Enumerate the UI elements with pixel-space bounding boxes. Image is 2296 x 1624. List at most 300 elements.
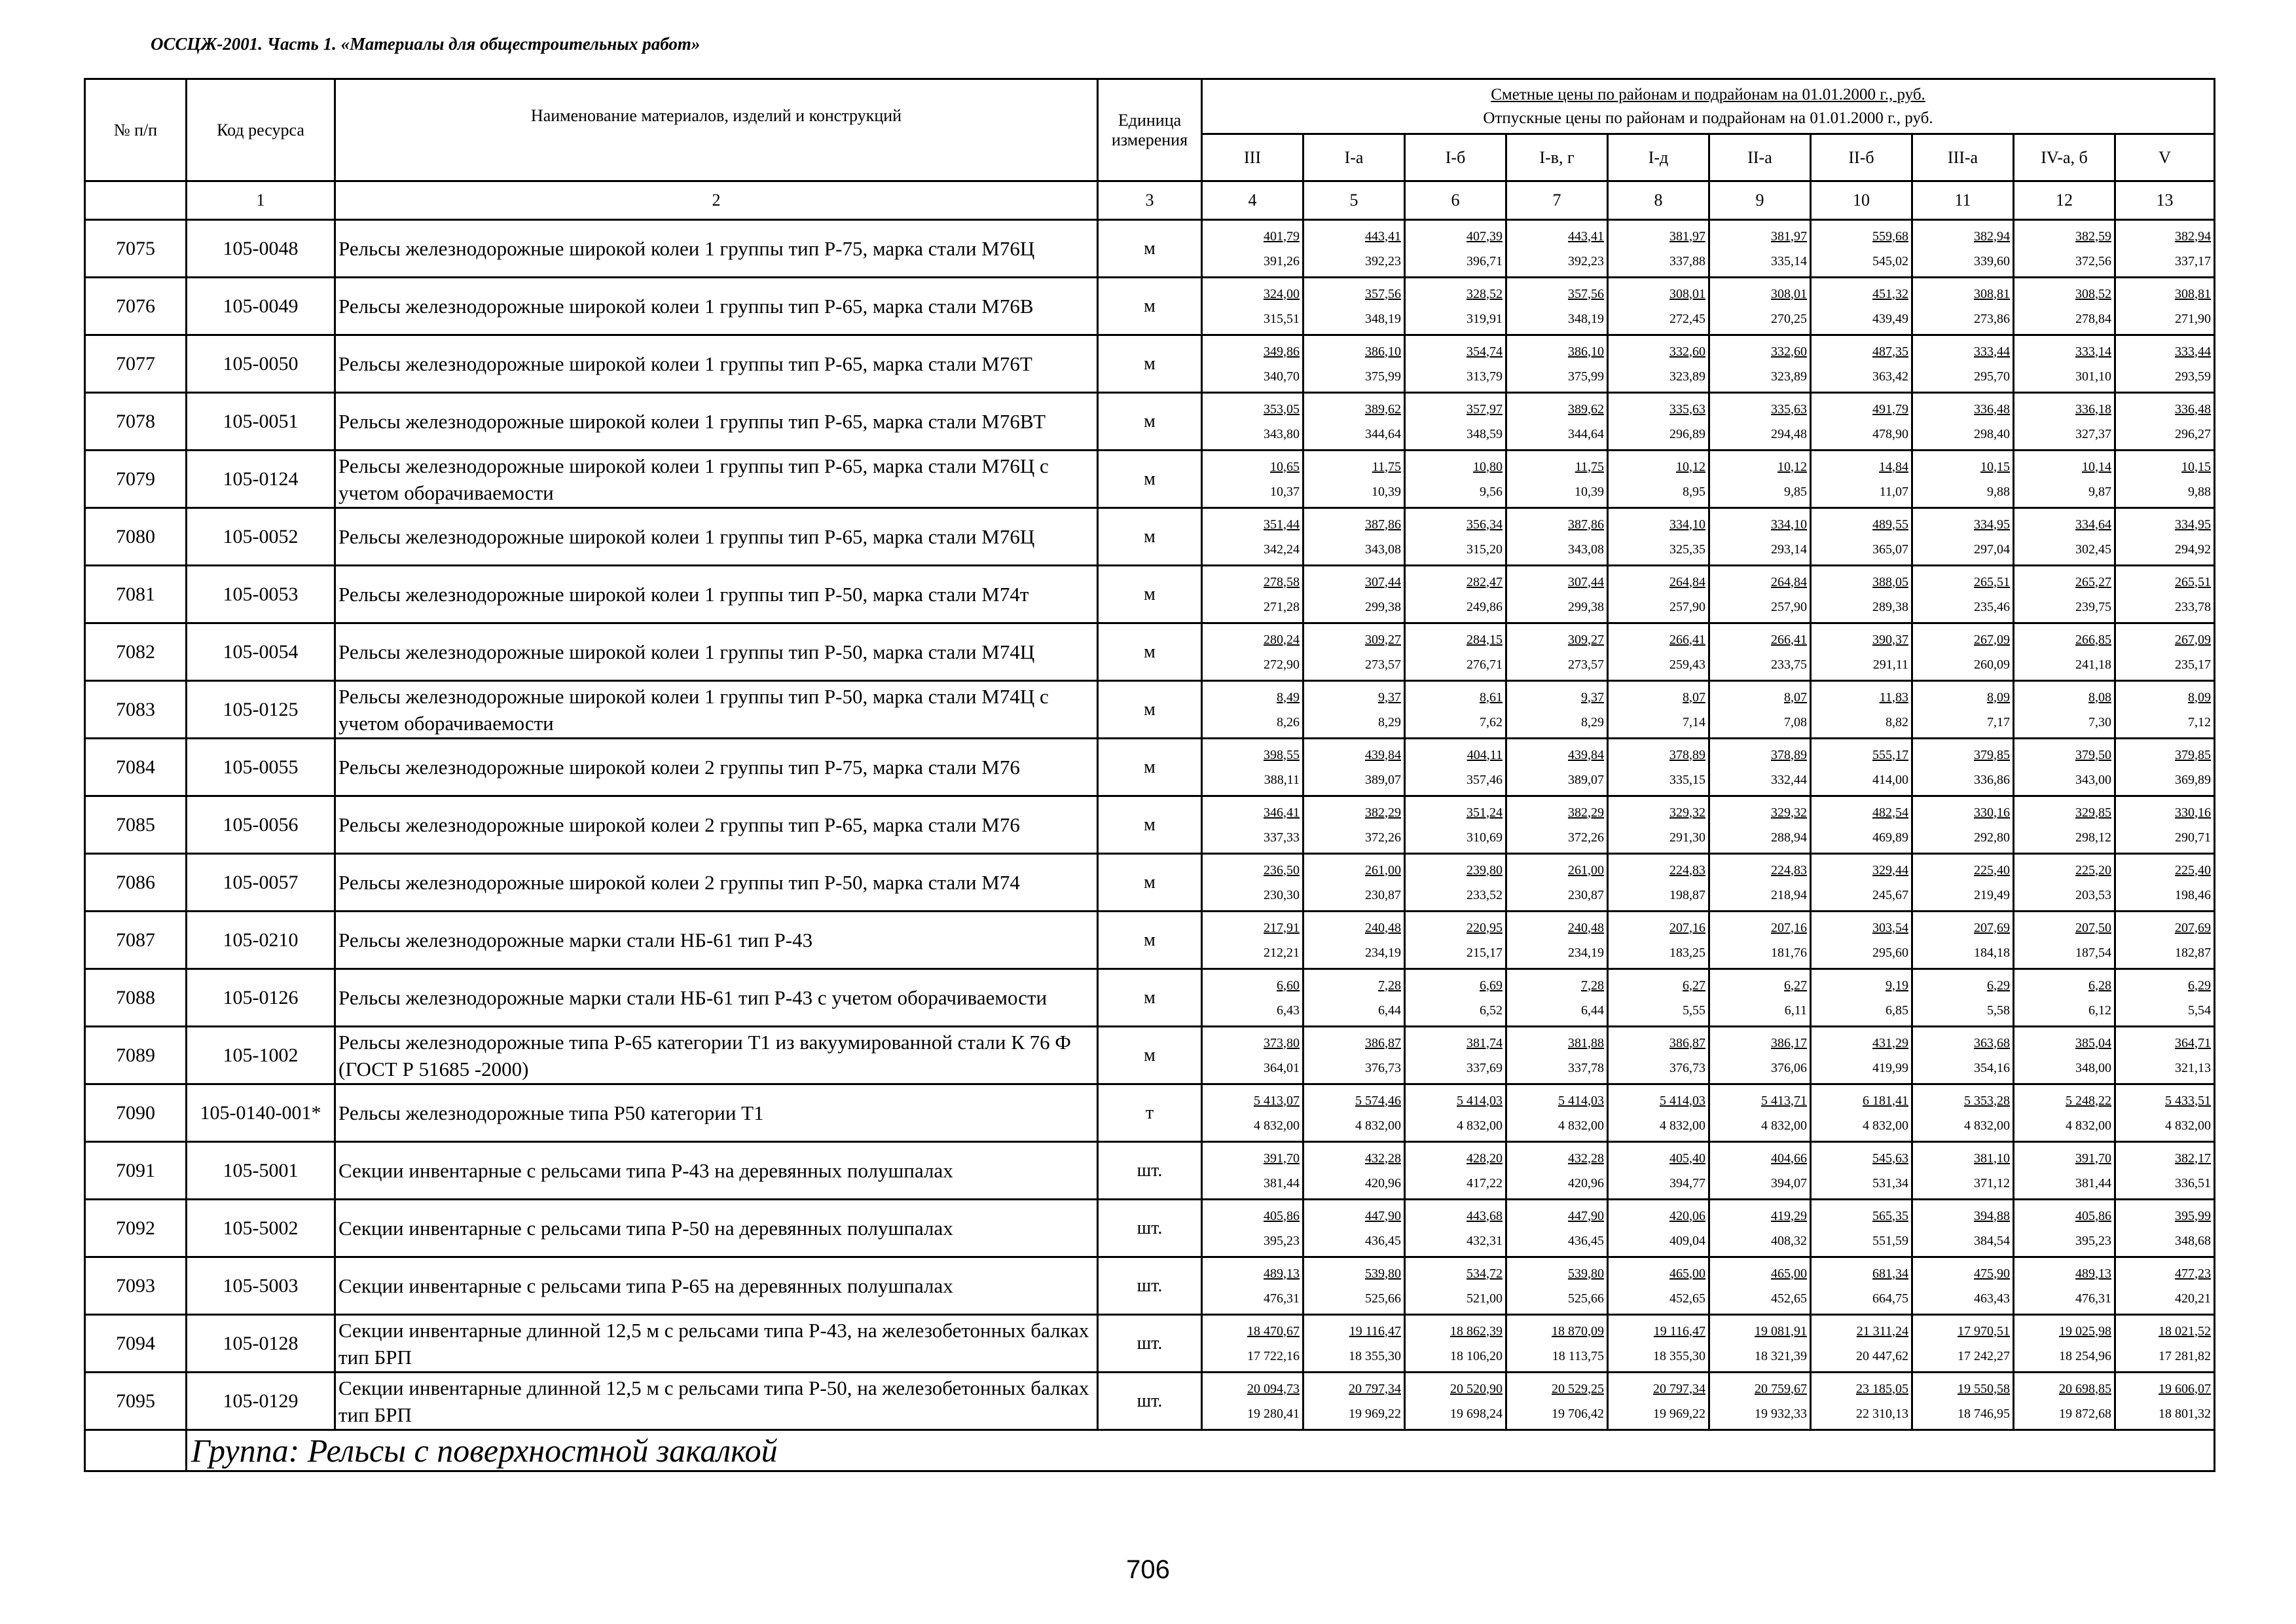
release-price: 392,23 <box>1568 253 1604 268</box>
unit: м <box>1098 969 1202 1027</box>
estimate-price: 351,24 <box>1467 805 1503 820</box>
estimate-price: 265,51 <box>2175 574 2212 589</box>
release-price: 203,53 <box>2075 887 2111 902</box>
price-cell <box>1405 1084 1506 1142</box>
unit: шт. <box>1098 1373 1202 1430</box>
estimate-price: 19 081,91 <box>1755 1323 1807 1338</box>
release-price: 4 832,00 <box>1761 1118 1807 1133</box>
col-number: 10 <box>1811 181 1912 220</box>
price-cell <box>2014 1027 2115 1084</box>
resource-code: 105-0055 <box>187 739 335 796</box>
price-cell <box>1405 1315 1506 1373</box>
price-cell <box>1202 278 1303 335</box>
price-cell <box>1811 623 1912 681</box>
price-cell <box>1608 393 1709 451</box>
release-price: 395,23 <box>1264 1233 1300 1248</box>
estimate-price: 394,88 <box>1974 1208 2010 1223</box>
estimate-price: 224,83 <box>1669 862 1705 877</box>
release-price: 463,43 <box>1974 1291 2010 1306</box>
release-price: 384,54 <box>1974 1233 2010 1248</box>
estimate-price: 405,40 <box>1669 1151 1705 1166</box>
release-price: 357,46 <box>1467 772 1503 787</box>
estimate-price: 266,41 <box>1771 632 1807 647</box>
release-price: 545,02 <box>1872 253 1908 268</box>
price-cell <box>1811 1027 1912 1084</box>
region-header: III <box>1202 134 1303 181</box>
estimate-price: 307,44 <box>1365 574 1401 589</box>
unit: т <box>1098 1084 1202 1142</box>
release-price: 4 832,00 <box>1660 1118 1705 1133</box>
price-cell <box>1303 681 1405 739</box>
estimate-price: 23 185,05 <box>1856 1381 1908 1396</box>
estimate-price: 8,49 <box>1277 690 1300 705</box>
estimate-price: 491,79 <box>1872 401 1908 416</box>
release-price: 7,30 <box>2088 714 2111 729</box>
estimate-price: 487,35 <box>1872 344 1908 359</box>
estimate-price: 18 862,39 <box>1450 1323 1503 1338</box>
unit: м <box>1098 623 1202 681</box>
release-price: 337,17 <box>2175 253 2212 268</box>
price-cell <box>1608 220 1709 278</box>
price-cell <box>1608 566 1709 623</box>
row-number: 7080 <box>85 508 187 566</box>
table-row <box>85 739 2215 796</box>
estimate-price: 681,34 <box>1872 1266 1908 1281</box>
estimate-price: 404,66 <box>1771 1151 1807 1166</box>
price-cell <box>2115 623 2215 681</box>
price-cell <box>1202 1257 1303 1315</box>
estimate-price: 10,80 <box>1473 459 1503 474</box>
estimate-price: 477,23 <box>2175 1266 2212 1281</box>
price-cell <box>1405 681 1506 739</box>
price-cell <box>1405 623 1506 681</box>
estimate-price: 386,10 <box>1365 344 1401 359</box>
estimate-price: 555,17 <box>1872 747 1908 762</box>
col-header-code: Код ресурса <box>187 79 335 181</box>
price-cell <box>1405 1200 1506 1257</box>
release-price: 531,34 <box>1872 1175 1908 1190</box>
release-price: 7,62 <box>1480 714 1503 729</box>
release-price: 321,13 <box>2175 1060 2212 1075</box>
release-price: 235,17 <box>2175 657 2212 672</box>
price-cell <box>1709 681 1811 739</box>
release-price: 388,11 <box>1264 772 1300 787</box>
row-number: 7092 <box>85 1200 187 1257</box>
resource-code: 105-0210 <box>187 912 335 969</box>
release-price: 17 281,82 <box>2159 1348 2212 1363</box>
price-cell <box>1303 451 1405 508</box>
estimate-price: 381,97 <box>1771 229 1807 244</box>
row-number: 7082 <box>85 623 187 681</box>
release-price: 4 832,00 <box>1457 1118 1503 1133</box>
estimate-price: 6,60 <box>1277 978 1300 993</box>
release-price: 476,31 <box>2075 1291 2111 1306</box>
release-price: 432,31 <box>1467 1233 1503 1248</box>
price-cell <box>1202 969 1303 1027</box>
price-cell <box>1303 1142 1405 1200</box>
price-cell <box>1608 278 1709 335</box>
table-row <box>85 1373 2215 1430</box>
release-price: 325,35 <box>1669 542 1705 557</box>
release-price: 6,44 <box>1581 1003 1604 1018</box>
estimate-price: 333,14 <box>2075 344 2111 359</box>
estimate-price: 390,37 <box>1872 632 1908 647</box>
price-cell <box>2014 1200 2115 1257</box>
price-cell <box>1608 739 1709 796</box>
col-header-prices <box>1202 79 2215 134</box>
estimate-price: 220,95 <box>1467 920 1503 935</box>
estimate-price: 10,12 <box>1676 459 1705 474</box>
release-price: 272,90 <box>1264 657 1300 672</box>
price-cell <box>1202 335 1303 393</box>
release-price: 257,90 <box>1771 599 1807 614</box>
estimate-price: 381,74 <box>1467 1035 1503 1050</box>
release-price: 11,07 <box>1879 484 1908 499</box>
release-price: 521,00 <box>1467 1291 1503 1306</box>
release-price: 381,44 <box>2075 1175 2111 1190</box>
release-price: 348,19 <box>1365 311 1401 326</box>
material-name: Рельсы железнодорожные широкой колеи 2 группы тип Р-50, марка стали М74 <box>335 854 1098 912</box>
col-header-unit: Единица измерения <box>1098 79 1202 181</box>
estimate-price: 489,55 <box>1872 517 1908 532</box>
estimate-price: 398,55 <box>1264 747 1300 762</box>
release-price: 230,87 <box>1568 887 1604 902</box>
release-price: 452,65 <box>1771 1291 1807 1306</box>
release-price: 182,87 <box>2175 945 2212 960</box>
estimate-price: 386,17 <box>1771 1035 1807 1050</box>
release-price: 187,54 <box>2075 945 2111 960</box>
release-price: 291,11 <box>1872 657 1908 672</box>
release-price: 315,51 <box>1264 311 1300 326</box>
estimate-price: 308,81 <box>2175 286 2212 301</box>
material-name: Рельсы железнодорожные широкой колеи 1 группы тип Р-65, марка стали М76ВТ <box>335 393 1098 451</box>
price-cell <box>1202 796 1303 854</box>
table-row <box>85 1142 2215 1200</box>
release-price: 230,87 <box>1365 887 1401 902</box>
price-cell <box>1303 623 1405 681</box>
release-price: 295,60 <box>1872 945 1908 960</box>
material-name: Рельсы железнодорожные широкой колеи 1 группы тип Р-65, марка стали М76В <box>335 278 1098 335</box>
release-price: 4 832,00 <box>1254 1118 1300 1133</box>
estimate-price: 5 414,03 <box>1558 1093 1604 1108</box>
price-cell <box>1709 739 1811 796</box>
material-name: Рельсы железнодорожные марки стали НБ-61 тип Р-43 <box>335 912 1098 969</box>
release-price: 342,24 <box>1264 542 1300 557</box>
release-price: 18 355,30 <box>1349 1348 1401 1363</box>
price-cell <box>1405 854 1506 912</box>
estimate-price: 207,16 <box>1771 920 1807 935</box>
estimate-price: 8,09 <box>2188 690 2212 705</box>
price-cell <box>1506 566 1608 623</box>
material-name: Секции инвентарные с рельсами типа Р-50 на деревянных полушпалах <box>335 1200 1098 1257</box>
price-cell <box>2115 912 2215 969</box>
price-cell <box>2115 1084 2215 1142</box>
estimate-price: 382,17 <box>2175 1151 2212 1166</box>
table-row <box>85 1084 2215 1142</box>
price-cell <box>1405 393 1506 451</box>
table-row <box>85 623 2215 681</box>
col-number: 6 <box>1405 181 1506 220</box>
price-cell <box>1405 566 1506 623</box>
release-price: 4 832,00 <box>2066 1118 2111 1133</box>
material-name: Рельсы железнодорожные широкой колеи 1 группы тип Р-50, марка стали М74т <box>335 566 1098 623</box>
release-price: 234,19 <box>1365 945 1401 960</box>
release-price: 414,00 <box>1872 772 1908 787</box>
release-price: 310,69 <box>1467 830 1503 845</box>
estimate-price: 382,29 <box>1568 805 1604 820</box>
table-row <box>85 451 2215 508</box>
document-header: ОССЦЖ-2001. Часть 1. «Материалы для общестроительных работ» <box>151 34 701 54</box>
release-price: 296,89 <box>1669 426 1705 441</box>
col-number: 9 <box>1709 181 1811 220</box>
release-price: 215,17 <box>1467 945 1503 960</box>
estimate-price: 465,00 <box>1771 1266 1807 1281</box>
release-price: 278,84 <box>2075 311 2111 326</box>
release-price: 337,33 <box>1264 830 1300 845</box>
price-cell <box>1202 1200 1303 1257</box>
table-row <box>85 1027 2215 1084</box>
group-empty-cell <box>85 1430 187 1471</box>
estimate-price: 9,19 <box>1886 978 1908 993</box>
estimate-price: 447,90 <box>1365 1208 1401 1223</box>
price-cell <box>1303 1027 1405 1084</box>
release-price: 336,51 <box>2175 1175 2212 1190</box>
price-cell <box>1811 1084 1912 1142</box>
estimate-price: 19 025,98 <box>2059 1323 2111 1338</box>
estimate-price: 207,16 <box>1669 920 1705 935</box>
price-cell <box>1303 278 1405 335</box>
price-cell <box>1303 1315 1405 1373</box>
region-header: I-а <box>1303 134 1405 181</box>
estimate-price: 364,71 <box>2175 1035 2212 1050</box>
estimate-price: 303,54 <box>1872 920 1908 935</box>
release-price: 22 310,13 <box>1856 1406 1908 1421</box>
release-price: 525,66 <box>1365 1291 1401 1306</box>
estimate-price: 307,44 <box>1568 574 1604 589</box>
release-price: 478,90 <box>1872 426 1908 441</box>
price-cell <box>1202 220 1303 278</box>
row-number: 7095 <box>85 1373 187 1430</box>
release-price: 4 832,00 <box>1558 1118 1604 1133</box>
price-cell <box>1709 1142 1811 1200</box>
price-cell <box>1506 220 1608 278</box>
release-price: 9,88 <box>2188 484 2212 499</box>
table-row <box>85 1257 2215 1315</box>
estimate-price: 357,97 <box>1467 401 1503 416</box>
release-price: 420,21 <box>2175 1291 2212 1306</box>
release-price: 273,57 <box>1365 657 1401 672</box>
release-price: 664,75 <box>1872 1291 1908 1306</box>
release-price: 257,90 <box>1669 599 1705 614</box>
price-cell <box>2115 1200 2215 1257</box>
unit: шт. <box>1098 1142 1202 1200</box>
release-price: 343,08 <box>1568 542 1604 557</box>
estimate-price: 10,14 <box>2082 459 2111 474</box>
price-cell <box>1303 739 1405 796</box>
unit: шт. <box>1098 1315 1202 1373</box>
release-price: 19 969,22 <box>1349 1406 1401 1421</box>
release-price: 299,38 <box>1568 599 1604 614</box>
material-name: Секции инвентарные с рельсами типа Р-65 на деревянных полушпалах <box>335 1257 1098 1315</box>
release-price: 372,26 <box>1568 830 1604 845</box>
unit: м <box>1098 796 1202 854</box>
release-price: 294,48 <box>1771 426 1807 441</box>
estimate-price: 5 353,28 <box>1964 1093 2010 1108</box>
price-cell <box>1202 566 1303 623</box>
estimate-price: 20 797,34 <box>1653 1381 1705 1396</box>
release-price: 396,71 <box>1467 253 1503 268</box>
price-cell <box>1912 566 2014 623</box>
release-price: 332,44 <box>1771 772 1807 787</box>
release-price: 9,56 <box>1480 484 1503 499</box>
col-number: 4 <box>1202 181 1303 220</box>
price-cell <box>1608 912 1709 969</box>
col-number: 3 <box>1098 181 1202 220</box>
estimate-price: 336,18 <box>2075 401 2111 416</box>
release-price: 348,00 <box>2075 1060 2111 1075</box>
release-price: 293,59 <box>2175 369 2212 384</box>
release-price: 336,86 <box>1974 772 2010 787</box>
estimate-price: 309,27 <box>1568 632 1604 647</box>
material-name: Рельсы железнодорожные широкой колеи 2 группы тип Р-75, марка стали М76 <box>335 739 1098 796</box>
price-cell <box>1912 220 2014 278</box>
resource-code: 105-0125 <box>187 681 335 739</box>
release-price: 4 832,00 <box>1355 1118 1401 1133</box>
release-price: 289,38 <box>1872 599 1908 614</box>
release-price: 6,52 <box>1480 1003 1503 1018</box>
estimate-price: 20 698,85 <box>2059 1381 2111 1396</box>
price-cell <box>1303 566 1405 623</box>
col-number: 13 <box>2115 181 2215 220</box>
price-cell <box>2115 1142 2215 1200</box>
release-price: 7,17 <box>1987 714 2010 729</box>
price-cell <box>1303 1257 1405 1315</box>
release-price: 7,08 <box>1784 714 1807 729</box>
estimate-price: 334,95 <box>1974 517 2010 532</box>
price-cell <box>1912 854 2014 912</box>
release-price: 291,30 <box>1669 830 1705 845</box>
release-price: 364,01 <box>1264 1060 1300 1075</box>
estimate-price: 382,29 <box>1365 805 1401 820</box>
price-cell <box>2115 969 2215 1027</box>
price-cell <box>1912 1200 2014 1257</box>
estimate-price: 386,87 <box>1365 1035 1401 1050</box>
price-cell <box>1303 854 1405 912</box>
estimate-price: 6 181,41 <box>1863 1093 1908 1108</box>
estimate-price: 224,83 <box>1771 862 1807 877</box>
price-cell <box>1405 969 1506 1027</box>
release-price: 420,96 <box>1365 1175 1401 1190</box>
estimate-price: 10,15 <box>1980 459 2010 474</box>
material-name: Рельсы железнодорожные широкой колеи 1 группы тип Р-65, марка стали М76Ц <box>335 508 1098 566</box>
price-cell <box>1709 220 1811 278</box>
material-name: Рельсы железнодорожные типа Р50 категории Т1 <box>335 1084 1098 1142</box>
row-number: 7076 <box>85 278 187 335</box>
release-price: 6,85 <box>1886 1003 1908 1018</box>
price-cell <box>1506 1084 1608 1142</box>
row-number: 7087 <box>85 912 187 969</box>
unit: м <box>1098 912 1202 969</box>
price-cell <box>2115 796 2215 854</box>
release-price: 452,65 <box>1669 1291 1705 1306</box>
price-cell <box>1608 969 1709 1027</box>
release-price: 319,91 <box>1467 311 1503 326</box>
region-header: I-в, г <box>1506 134 1608 181</box>
release-price: 372,26 <box>1365 830 1401 845</box>
release-price: 18 254,96 <box>2059 1348 2111 1363</box>
estimate-price: 443,41 <box>1568 229 1604 244</box>
estimate-price: 335,63 <box>1771 401 1807 416</box>
price-cell <box>2014 451 2115 508</box>
price-cell <box>2115 1373 2215 1430</box>
release-price: 259,43 <box>1669 657 1705 672</box>
release-price: 469,89 <box>1872 830 1908 845</box>
estimate-price: 11,83 <box>1879 690 1908 705</box>
estimate-price: 9,37 <box>1581 690 1604 705</box>
price-cell <box>1811 912 1912 969</box>
release-price: 241,18 <box>2075 657 2111 672</box>
estimate-price: 261,00 <box>1568 862 1604 877</box>
estimate-price: 18 470,67 <box>1247 1323 1300 1338</box>
release-price: 372,56 <box>2075 253 2111 268</box>
price-cell <box>1608 796 1709 854</box>
table-row <box>85 220 2215 278</box>
estimate-price: 379,85 <box>2175 747 2212 762</box>
price-cell <box>1912 1315 2014 1373</box>
price-cell <box>1709 451 1811 508</box>
price-cell <box>1506 969 1608 1027</box>
release-price: 219,49 <box>1974 887 2010 902</box>
release-price: 389,07 <box>1365 772 1401 787</box>
price-cell <box>1506 623 1608 681</box>
resource-code: 105-0049 <box>187 278 335 335</box>
release-price: 6,44 <box>1378 1003 1401 1018</box>
estimate-price: 5 413,71 <box>1761 1093 1807 1108</box>
price-cell <box>1202 912 1303 969</box>
region-header: V <box>2115 134 2215 181</box>
estimate-price: 5 413,07 <box>1254 1093 1300 1108</box>
table-row <box>85 1200 2215 1257</box>
price-cell <box>1303 969 1405 1027</box>
release-price: 408,32 <box>1771 1233 1807 1248</box>
release-price: 271,28 <box>1264 599 1300 614</box>
price-cell <box>1709 335 1811 393</box>
release-price: 8,29 <box>1581 714 1604 729</box>
release-price: 335,15 <box>1669 772 1705 787</box>
release-price: 19 872,68 <box>2059 1406 2111 1421</box>
estimate-price: 420,06 <box>1669 1208 1705 1223</box>
estimate-price: 18 870,09 <box>1552 1323 1604 1338</box>
release-price: 260,09 <box>1974 657 2010 672</box>
release-price: 19 280,41 <box>1247 1406 1300 1421</box>
release-price: 297,04 <box>1974 542 2010 557</box>
estimate-price: 308,52 <box>2075 286 2111 301</box>
release-price: 293,14 <box>1771 542 1807 557</box>
price-cell <box>1709 1027 1811 1084</box>
release-price: 9,87 <box>2088 484 2111 499</box>
release-price: 19 969,22 <box>1653 1406 1705 1421</box>
price-cell <box>1405 220 1506 278</box>
resource-code: 105-0051 <box>187 393 335 451</box>
col-header-np: № п/п <box>85 79 187 181</box>
release-price: 288,94 <box>1771 830 1807 845</box>
estimate-price: 6,28 <box>2088 978 2111 993</box>
resource-code: 105-0128 <box>187 1315 335 1373</box>
estimate-price: 404,11 <box>1467 747 1503 762</box>
estimate-price: 386,10 <box>1568 344 1604 359</box>
row-number: 7094 <box>85 1315 187 1373</box>
release-price: 339,60 <box>1974 253 2010 268</box>
